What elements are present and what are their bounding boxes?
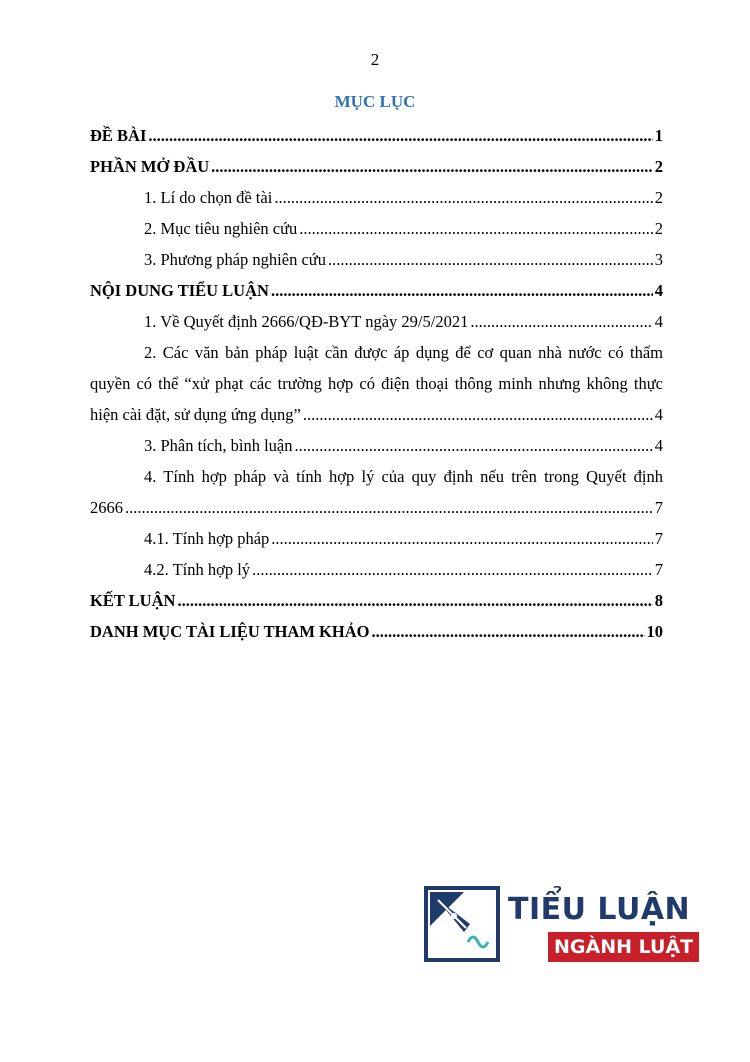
toc-leader-dots [303, 399, 653, 430]
toc-entry-hop-ly[interactable] [90, 554, 663, 585]
toc-entry-label: NỘI DUNG TIỂU LUẬN [90, 281, 269, 300]
toc-entry-tinh-hop-phap-hop-ly[interactable] [90, 461, 663, 523]
toc-leader-dots [328, 244, 653, 275]
toc-entry-label: PHẦN MỞ ĐẦU [90, 157, 210, 176]
toc-entry-label: 3. Phương pháp nghiên cứu [144, 250, 326, 269]
toc-leader-dots [271, 275, 653, 306]
toc-entry-quyet-dinh[interactable] [90, 306, 663, 337]
toc-leader-dots [177, 585, 652, 616]
toc-entry-label: KẾT LUẬN [90, 591, 176, 610]
toc-entry-page: 4 [654, 405, 663, 424]
toc-leader-dots [148, 120, 652, 151]
toc-entry-label: ĐỀ BÀI [90, 126, 147, 145]
toc-entry-page: 3 [654, 250, 663, 269]
toc-entry-label-line1: 2. Các văn bản pháp luật cần được áp dụng để cơ quan nhà nước có thẩm [144, 343, 663, 362]
toc-leader-dots [294, 430, 652, 461]
toc-entry-noi-dung[interactable] [90, 275, 663, 306]
toc-entry-phuong-phap[interactable] [90, 244, 663, 275]
toc-leader-dots [252, 554, 653, 585]
brand-logo [424, 886, 694, 966]
toc-entry-page: 4 [654, 436, 663, 455]
toc-leader-dots [470, 306, 652, 337]
toc-entry-label: 1. Về Quyết định 2666/QĐ-BYT ngày 29/5/2021 [144, 312, 469, 331]
toc-entry-phan-mo-dau[interactable] [90, 151, 663, 182]
toc-entry-page: 10 [646, 622, 663, 641]
toc-entry-label-line2: 2666 [90, 498, 123, 517]
toc-entry-phan-tich[interactable] [90, 430, 663, 461]
toc-entry-label-line3: hiện cài đặt, sử dụng ứng dụng” [90, 405, 301, 424]
toc-entry-van-ban[interactable] [90, 337, 663, 430]
toc-leader-dots [371, 616, 644, 647]
toc-entry-page: 4 [654, 281, 663, 300]
toc-entry-label: 4.1. Tính hợp pháp [144, 529, 270, 548]
toc-entry-tai-lieu[interactable] [90, 616, 663, 647]
toc-entry-label-line2: quyền có thể “xử phạt các trường hợp có điện thoại thông minh nhưng không thực [90, 374, 663, 393]
toc-entry-muc-tieu[interactable] [90, 213, 663, 244]
table-of-contents [90, 120, 663, 647]
toc-entry-page: 1 [654, 126, 663, 145]
toc-entry-hop-phap[interactable] [90, 523, 663, 554]
page-number: 2 [370, 50, 380, 69]
toc-leader-dots [299, 213, 652, 244]
logo-text-bottom: NGÀNH LUẬT [548, 932, 699, 962]
toc-entry-page: 4 [654, 312, 663, 331]
toc-entry-li-do[interactable] [90, 182, 663, 213]
toc-title: MỤC LỤC [334, 92, 416, 111]
toc-leader-dots [125, 492, 653, 523]
toc-entry-label: 4.2. Tính hợp lý [144, 560, 251, 579]
toc-entry-label: 2. Mục tiêu nghiên cứu [144, 219, 298, 238]
toc-entry-label-line1: 4. Tính hợp pháp và tính hợp lý của quy định nếu trên trong Quyết định [144, 467, 663, 486]
toc-entry-page: 7 [654, 529, 663, 548]
toc-entry-page: 8 [654, 591, 663, 610]
toc-entry-page: 2 [654, 219, 663, 238]
toc-leader-dots [211, 151, 653, 182]
pen-nib-icon [424, 886, 500, 962]
toc-entry-de-bai[interactable] [90, 120, 663, 151]
toc-entry-page: 2 [654, 188, 663, 207]
toc-entry-page: 2 [654, 157, 663, 176]
toc-entry-label: 1. Lí do chọn đề tài [144, 188, 273, 207]
toc-entry-page: 7 [654, 498, 663, 517]
toc-entry-page: 7 [654, 560, 663, 579]
toc-entry-label: DANH MỤC TÀI LIỆU THAM KHẢO [90, 622, 370, 641]
toc-leader-dots [271, 523, 652, 554]
toc-entry-label: 3. Phân tích, bình luận [144, 436, 293, 455]
logo-text-top: TIỂU LUẬN [508, 892, 691, 927]
toc-leader-dots [274, 182, 652, 213]
toc-entry-ket-luan[interactable] [90, 585, 663, 616]
